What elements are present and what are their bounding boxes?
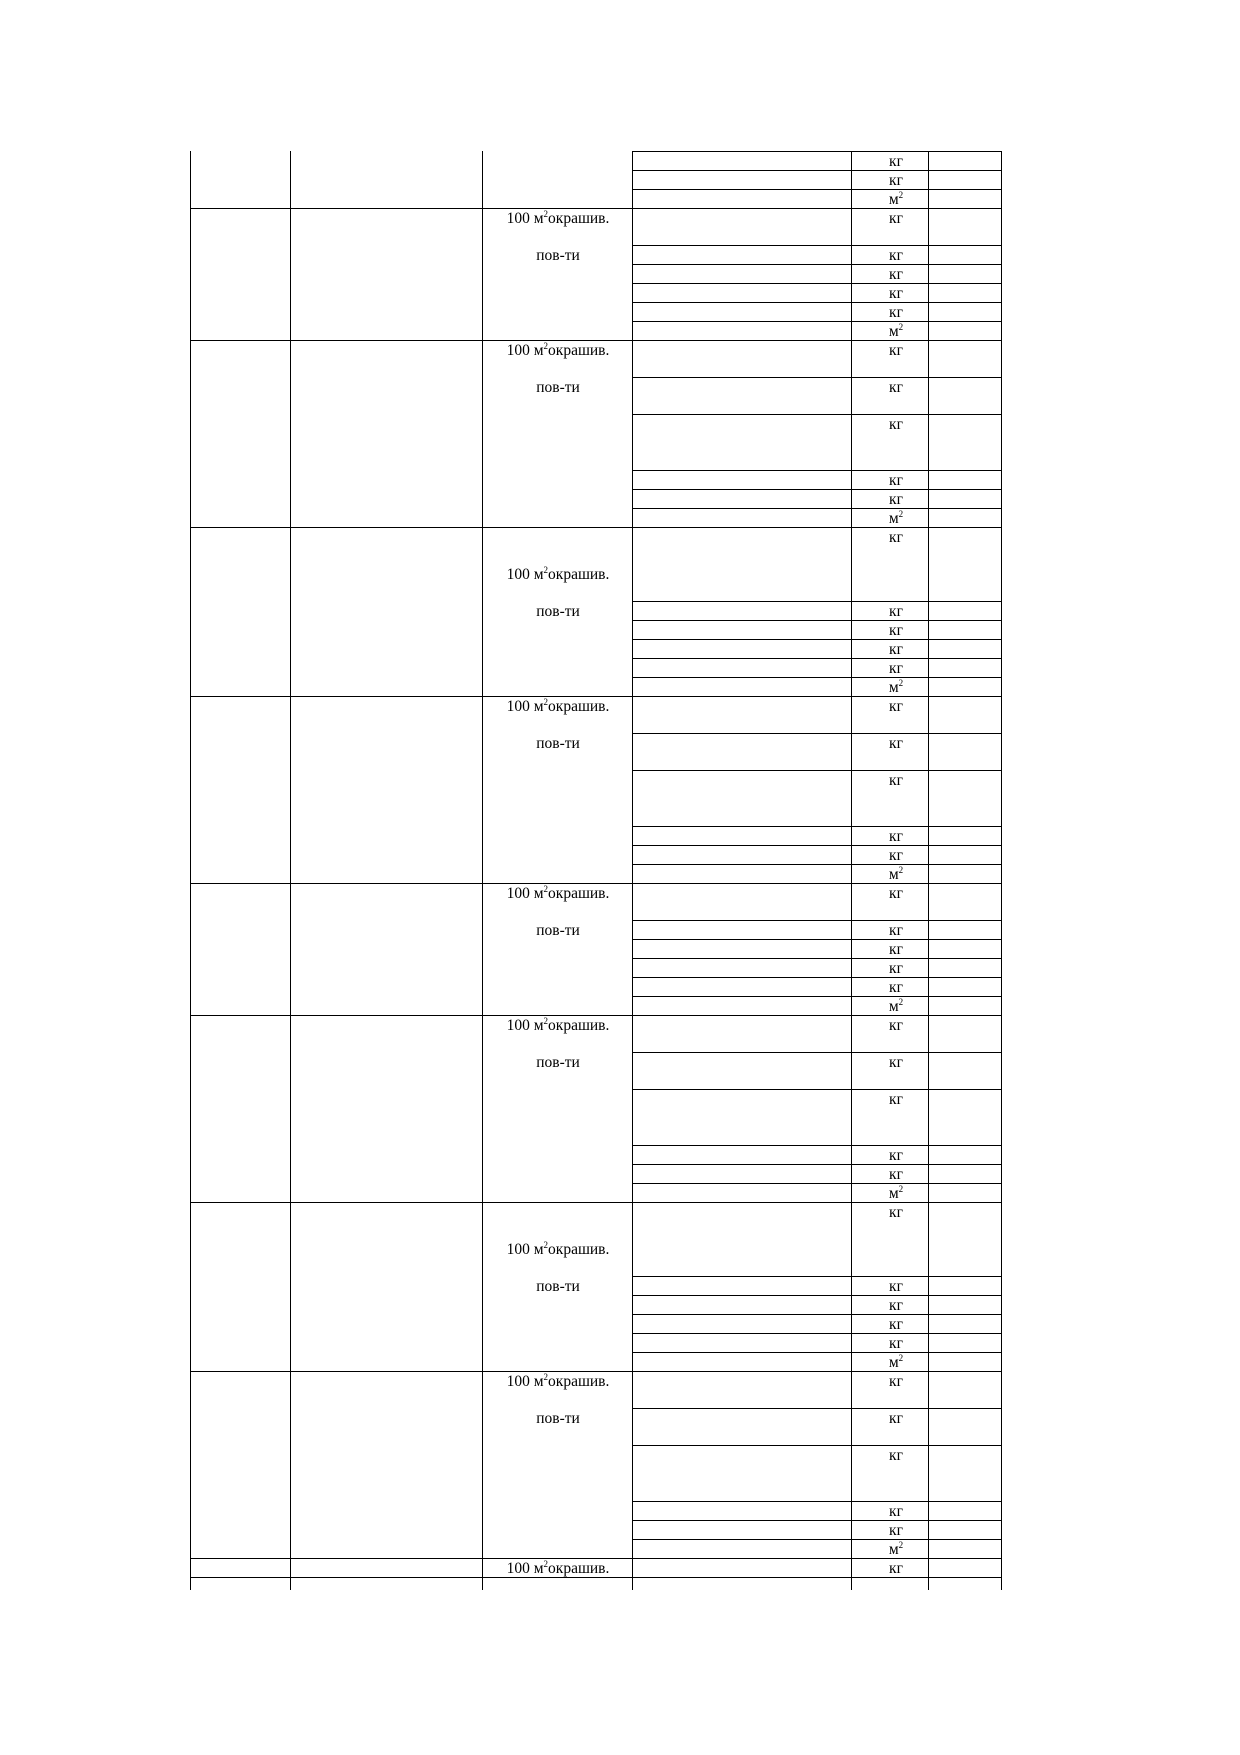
measure-unit-text: м <box>888 1353 899 1371</box>
superscript-2: 2 <box>543 340 549 351</box>
row-separator <box>632 283 1001 284</box>
superscript-2: 2 <box>543 696 549 707</box>
rate-unit <box>492 1372 624 1391</box>
measure-unit-text: м <box>888 865 899 883</box>
row-separator <box>632 264 1001 265</box>
row-separator-full <box>190 1577 1001 1578</box>
measure-unit <box>858 734 934 753</box>
row-separator <box>632 826 1001 827</box>
measure-unit <box>858 378 934 397</box>
superscript-2: 2 <box>543 1015 549 1026</box>
superscript-2: 2 <box>543 1371 549 1382</box>
row-separator <box>632 470 1001 471</box>
measure-unit <box>858 1559 934 1578</box>
measure-unit <box>858 1521 934 1540</box>
measure-unit <box>858 341 934 360</box>
row-separator <box>632 321 1001 322</box>
row-separator <box>632 939 1001 940</box>
measure-unit <box>858 509 934 528</box>
measure-unit <box>858 471 934 490</box>
rate-unit-text: 100 м <box>506 1240 544 1258</box>
superscript-2: 2 <box>898 1352 904 1363</box>
measure-unit <box>858 1353 934 1372</box>
measure-unit <box>858 640 934 659</box>
measure-unit <box>858 490 934 509</box>
measure-unit <box>858 697 934 716</box>
measure-unit <box>858 152 934 171</box>
rate-unit-text: 100 м <box>506 209 544 227</box>
superscript-2: 2 <box>898 1539 904 1550</box>
measure-unit-text: кг <box>889 1334 903 1352</box>
measure-unit <box>858 265 934 284</box>
measure-unit <box>858 865 934 884</box>
row-separator <box>632 1089 1001 1090</box>
rate-unit <box>492 1409 624 1428</box>
measure-unit <box>858 921 934 940</box>
row-separator <box>632 1445 1001 1446</box>
measure-unit <box>858 1203 934 1222</box>
measure-unit-text: кг <box>889 846 903 864</box>
measure-unit <box>858 246 934 265</box>
measure-unit-text: кг <box>889 602 903 620</box>
measure-unit <box>858 190 934 209</box>
superscript-2: 2 <box>543 564 549 575</box>
measure-unit-text: кг <box>889 415 903 433</box>
measure-unit-text: кг <box>889 884 903 902</box>
measure-unit <box>858 1409 934 1428</box>
rate-unit <box>492 697 624 716</box>
rate-unit-tail: окрашив. <box>548 565 610 583</box>
measure-unit-text: кг <box>889 1521 903 1539</box>
row-separator <box>632 508 1001 509</box>
rate-unit-tail: окрашив. <box>548 697 610 715</box>
row-separator <box>632 170 1001 171</box>
superscript-2: 2 <box>898 321 904 332</box>
rate-unit <box>492 1053 624 1072</box>
row-separator <box>632 1539 1001 1540</box>
rate-unit-text: 100 м <box>506 565 544 583</box>
row-separator <box>632 1145 1001 1146</box>
row-separator <box>632 658 1001 659</box>
rate-unit <box>492 921 624 940</box>
row-separator <box>632 677 1001 678</box>
measure-unit-text: кг <box>889 1090 903 1108</box>
rate-unit-tail: окрашив. <box>548 1240 610 1258</box>
measure-unit <box>858 678 934 697</box>
superscript-2: 2 <box>898 189 904 200</box>
measure-unit <box>858 303 934 322</box>
row-separator <box>632 1520 1001 1521</box>
measure-unit <box>858 1146 934 1165</box>
row-separator <box>632 377 1001 378</box>
rate-unit <box>492 1016 624 1035</box>
superscript-2: 2 <box>898 508 904 519</box>
measure-unit <box>858 1090 934 1109</box>
rate-unit-tail: окрашив. <box>548 1016 610 1034</box>
row-separator <box>632 1408 1001 1409</box>
measure-unit-text: кг <box>889 1016 903 1034</box>
measure-unit-text: кг <box>889 978 903 996</box>
rate-unit <box>492 341 624 360</box>
col-border-material <box>632 151 633 1590</box>
measure-unit <box>858 1315 934 1334</box>
row-separator <box>632 1276 1001 1277</box>
measure-unit-text: м <box>888 509 899 527</box>
row-separator <box>632 1314 1001 1315</box>
rate-unit-text: пов-ти <box>536 734 580 752</box>
measure-unit <box>858 1053 934 1072</box>
superscript-2: 2 <box>543 1239 549 1250</box>
measure-unit-text: кг <box>889 471 903 489</box>
measure-unit-text: кг <box>889 378 903 396</box>
rate-unit-text: 100 м <box>506 884 544 902</box>
measure-unit-text: кг <box>889 1559 903 1577</box>
col-border-measure <box>851 151 852 1590</box>
measure-unit-text: кг <box>889 771 903 789</box>
rate-unit-tail: окрашив. <box>548 1372 610 1390</box>
measure-unit <box>858 621 934 640</box>
measure-unit-text: кг <box>889 265 903 283</box>
rate-unit-text: пов-ти <box>536 378 580 396</box>
measure-unit-text: кг <box>889 1409 903 1427</box>
measure-unit <box>858 884 934 903</box>
col-border-right <box>1001 151 1002 1590</box>
measure-unit-text: кг <box>889 152 903 170</box>
rate-unit-text: 100 м <box>506 697 544 715</box>
measure-unit-text: кг <box>889 734 903 752</box>
superscript-2: 2 <box>543 208 549 219</box>
measure-unit <box>858 322 934 341</box>
rate-unit <box>492 565 624 584</box>
row-separator <box>632 639 1001 640</box>
measure-unit-text: кг <box>889 1372 903 1390</box>
measure-unit-text: кг <box>889 940 903 958</box>
measure-unit <box>858 1016 934 1035</box>
measure-unit-text: кг <box>889 1296 903 1314</box>
measure-unit-text: кг <box>889 1502 903 1520</box>
measure-unit <box>858 1334 934 1353</box>
row-separator <box>632 958 1001 959</box>
measure-unit-text: кг <box>889 1165 903 1183</box>
measure-unit-text: кг <box>889 209 903 227</box>
superscript-2: 2 <box>898 864 904 875</box>
measure-unit-text: кг <box>889 1203 903 1221</box>
measure-unit-text: м <box>888 190 899 208</box>
measure-unit <box>858 1165 934 1184</box>
row-separator <box>632 977 1001 978</box>
measure-unit <box>858 846 934 865</box>
measure-unit-text: кг <box>889 959 903 977</box>
measure-unit-text: кг <box>889 1277 903 1295</box>
superscript-2: 2 <box>543 1558 549 1569</box>
row-separator <box>632 864 1001 865</box>
measure-unit-text: кг <box>889 341 903 359</box>
rate-unit <box>492 602 624 621</box>
superscript-2: 2 <box>898 996 904 1007</box>
rate-unit-text: пов-ти <box>536 246 580 264</box>
row-separator <box>632 1295 1001 1296</box>
rate-unit <box>492 734 624 753</box>
rate-unit-text: пов-ти <box>536 1409 580 1427</box>
superscript-2: 2 <box>898 1183 904 1194</box>
measure-unit <box>858 171 934 190</box>
measure-unit-text: м <box>888 1184 899 1202</box>
rate-unit-tail: окрашив. <box>548 341 610 359</box>
measure-unit <box>858 284 934 303</box>
measure-unit <box>858 602 934 621</box>
measure-unit-text: кг <box>889 303 903 321</box>
row-separator <box>632 414 1001 415</box>
rate-unit <box>492 1240 624 1259</box>
col-border-unit <box>482 151 483 1590</box>
row-separator <box>632 601 1001 602</box>
row-separator <box>632 733 1001 734</box>
row-separator <box>632 920 1001 921</box>
rate-unit-text: пов-ти <box>536 921 580 939</box>
rate-unit <box>492 209 624 228</box>
rate-unit-text: пов-ти <box>536 1277 580 1295</box>
measure-unit <box>858 1446 934 1465</box>
measure-unit <box>858 209 934 228</box>
row-separator <box>632 770 1001 771</box>
measure-unit-text: кг <box>889 171 903 189</box>
measure-unit-text: кг <box>889 528 903 546</box>
rate-unit-tail: окрашив. <box>548 1559 610 1577</box>
superscript-2: 2 <box>898 677 904 688</box>
rate-unit <box>492 1559 624 1578</box>
measure-unit-text: кг <box>889 490 903 508</box>
row-separator <box>632 489 1001 490</box>
measure-unit-text: кг <box>889 246 903 264</box>
row-separator <box>632 1333 1001 1334</box>
col-border-desc <box>290 151 291 1590</box>
row-separator <box>632 1183 1001 1184</box>
row-separator <box>632 845 1001 846</box>
rate-unit-text: пов-ти <box>536 1053 580 1071</box>
row-separator <box>632 996 1001 997</box>
measure-unit-text: м <box>888 322 899 340</box>
measure-unit <box>858 771 934 790</box>
rate-unit-tail: окрашив. <box>548 209 610 227</box>
table-top-rule <box>632 151 1001 152</box>
measure-unit-text: кг <box>889 640 903 658</box>
row-separator <box>632 620 1001 621</box>
measure-unit <box>858 415 934 434</box>
row-separator <box>632 1501 1001 1502</box>
measure-unit <box>858 978 934 997</box>
measure-unit <box>858 1540 934 1559</box>
measure-unit <box>858 1184 934 1203</box>
measure-unit-text: кг <box>889 1146 903 1164</box>
row-separator <box>632 302 1001 303</box>
superscript-2: 2 <box>543 883 549 894</box>
measure-unit-text: кг <box>889 621 903 639</box>
row-separator <box>632 1052 1001 1053</box>
row-separator <box>632 1164 1001 1165</box>
measure-unit <box>858 528 934 547</box>
measure-unit <box>858 959 934 978</box>
rate-unit <box>492 884 624 903</box>
row-separator <box>632 245 1001 246</box>
measure-unit <box>858 1372 934 1391</box>
row-separator <box>632 1352 1001 1353</box>
measure-unit <box>858 1296 934 1315</box>
rate-unit-text: 100 м <box>506 1016 544 1034</box>
rate-unit-text: 100 м <box>506 1372 544 1390</box>
rate-unit-text: 100 м <box>506 1559 544 1577</box>
measure-unit <box>858 827 934 846</box>
measure-unit-text: м <box>888 678 899 696</box>
measure-unit-text: кг <box>889 1053 903 1071</box>
measure-unit <box>858 1502 934 1521</box>
rate-unit <box>492 378 624 397</box>
rate-unit <box>492 246 624 265</box>
row-separator <box>632 189 1001 190</box>
rate-unit-tail: окрашив. <box>548 884 610 902</box>
rate-unit-text: 100 м <box>506 341 544 359</box>
measure-unit <box>858 997 934 1016</box>
measure-unit-text: кг <box>889 697 903 715</box>
rate-unit-text: пов-ти <box>536 602 580 620</box>
measure-unit-text: кг <box>889 1446 903 1464</box>
measure-unit-text: м <box>888 997 899 1015</box>
col-border-left <box>190 151 191 1590</box>
measure-unit-text: кг <box>889 1315 903 1333</box>
measure-unit-text: кг <box>889 659 903 677</box>
measure-unit-text: кг <box>889 827 903 845</box>
measure-unit-text: кг <box>889 921 903 939</box>
rate-unit <box>492 1277 624 1296</box>
measure-unit-text: кг <box>889 284 903 302</box>
measure-unit <box>858 659 934 678</box>
measure-unit-text: м <box>888 1540 899 1558</box>
measure-unit <box>858 1277 934 1296</box>
measure-unit <box>858 940 934 959</box>
